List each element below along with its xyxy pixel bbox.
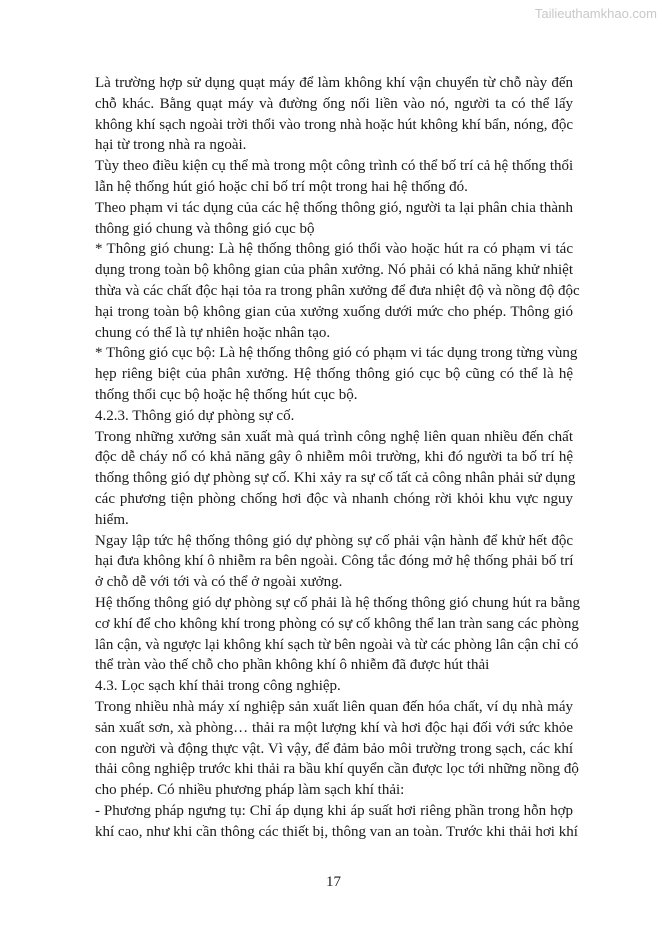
text-line: chung có thể là tự nhiên hoặc nhân tạo. xyxy=(95,324,331,341)
text-line: Ngay lập tức hệ thống thông gió dự phòng sự cố phải vận hành để khử hết độc xyxy=(95,532,573,549)
text-line: lẫn hệ thống hút gió hoặc chỉ bố trí một trong hai hệ thống đó. xyxy=(95,178,468,195)
text-line: hiểm. xyxy=(95,511,129,528)
text-line: thống thổi cục bộ hoặc hệ thống hút cục bộ. xyxy=(95,386,358,403)
text-line: cơ khí để cho không khí trong phòng có sự cố không thể lan tràn sang các phòng xyxy=(95,615,579,632)
text-line: các phương tiện phòng chống hơi độc và nhanh chóng rời khỏi khu vực nguy xyxy=(95,490,573,507)
text-line: ở chỗ dễ với tới và có thể ở ngoài xưởng. xyxy=(95,574,343,591)
text-line: thể tràn vào thế chỗ cho phần không khí ô nhiễm đã được hút thải xyxy=(95,657,490,674)
document-body xyxy=(95,73,580,842)
text-line: lân cận, và ngược lại không khí sạch từ bên ngoài và từ các phòng lân cận chỉ có xyxy=(95,636,579,653)
text-line: thải công nghiệp trước khi thải ra bầu khí quyển cần được lọc tới những nồng độ xyxy=(95,761,579,778)
text-line: Tùy theo điều kiện cụ thể mà trong một công trình có thể bố trí cả hệ thống thổi xyxy=(95,158,574,175)
text-line: 4.3. Lọc sạch khí thải trong công nghiệp. xyxy=(95,678,341,695)
watermark: Tailieuthamkhao.com xyxy=(534,6,657,21)
page-number: 17 xyxy=(326,874,341,890)
text-line: hại trong toàn bộ không gian của xưởng xuống dưới mức cho phép. Thông gió xyxy=(95,303,573,320)
text-line: Trong những xưởng sản xuất mà quá trình công nghệ liên quan nhiều đến chất xyxy=(95,428,573,445)
text-line: con người và động thực vật. Vì vậy, để đảm bảo môi trường trong sạch, các khí xyxy=(95,740,573,757)
text-line: không khí sạch ngoài trời thổi vào trong nhà hoặc hút không khí bẩn, nóng, độc xyxy=(95,116,573,133)
text-line: hẹp riêng biệt của phân xưởng. Hệ thống thông gió cục bộ cũng có thể là hệ xyxy=(95,366,573,383)
text-line: Là trường hợp sử dụng quạt máy để làm không khí vận chuyển từ chỗ này đến xyxy=(95,75,573,91)
text-line: * Thông gió chung: Là hệ thống thông gió thổi vào hoặc hút ra có phạm vi tác xyxy=(95,241,573,258)
text-line: Trong nhiều nhà máy xí nghiệp sản xuất liên quan đến hóa chất, ví dụ nhà máy xyxy=(95,698,573,715)
text-line: 4.2.3. Thông gió dự phòng sự cố. xyxy=(95,407,295,424)
text-line: chỗ khác. Bằng quạt máy và đường ống nối liền vào nó, người ta có thể lấy xyxy=(95,95,573,112)
text-line: thống thông gió dự phòng sự cố. Khi xảy ra sự cố tất cả công nhân phải sử dụng xyxy=(95,470,576,487)
text-line: Theo phạm vi tác dụng của các hệ thống thông gió, người ta lại phân chia thành xyxy=(95,199,574,216)
text-line: khí cao, như khi cần thông các thiết bị, thông van an toàn. Trước khi thải hơi khí xyxy=(95,823,578,840)
text-line: thừa và các chất độc hại tỏa ra trong phân xưởng để đưa nhiệt độ và nồng độ độc xyxy=(95,282,580,299)
text-line: độc dễ cháy nổ có khả năng gây ô nhiễm môi trường, khi đó người ta bố trí hệ xyxy=(95,449,573,466)
text-line: * Thông gió cục bộ: Là hệ thống thông gió có phạm vi tác dụng trong từng vùng xyxy=(95,345,578,362)
text-line: hại đưa không khí ô nhiễm ra bên ngoài. Công tắc đóng mở hệ thống phải bố trí xyxy=(95,553,574,570)
text-line: cho phép. Có nhiều phương pháp làm sạch khí thải: xyxy=(95,782,405,799)
text-line: sản xuất sơn, xà phòng… thải ra một lượng khí và hơi độc hại đối với sức khỏe xyxy=(95,719,573,736)
text-line: Hệ thống thông gió dự phòng sự cố phải là hệ thống thông gió chung hút ra bằng xyxy=(95,594,580,611)
text-line: dụng trong toàn bộ không gian của phân xưởng. Nó phải có khả năng khử nhiệt xyxy=(95,262,573,279)
text-line: - Phương pháp ngưng tụ: Chỉ áp dụng khi áp suất hơi riêng phần trong hỗn hợp xyxy=(95,802,573,819)
text-line: hại từ trong nhà ra ngoài. xyxy=(95,137,247,154)
text-line: thông gió chung và thông gió cục bộ xyxy=(95,220,315,237)
